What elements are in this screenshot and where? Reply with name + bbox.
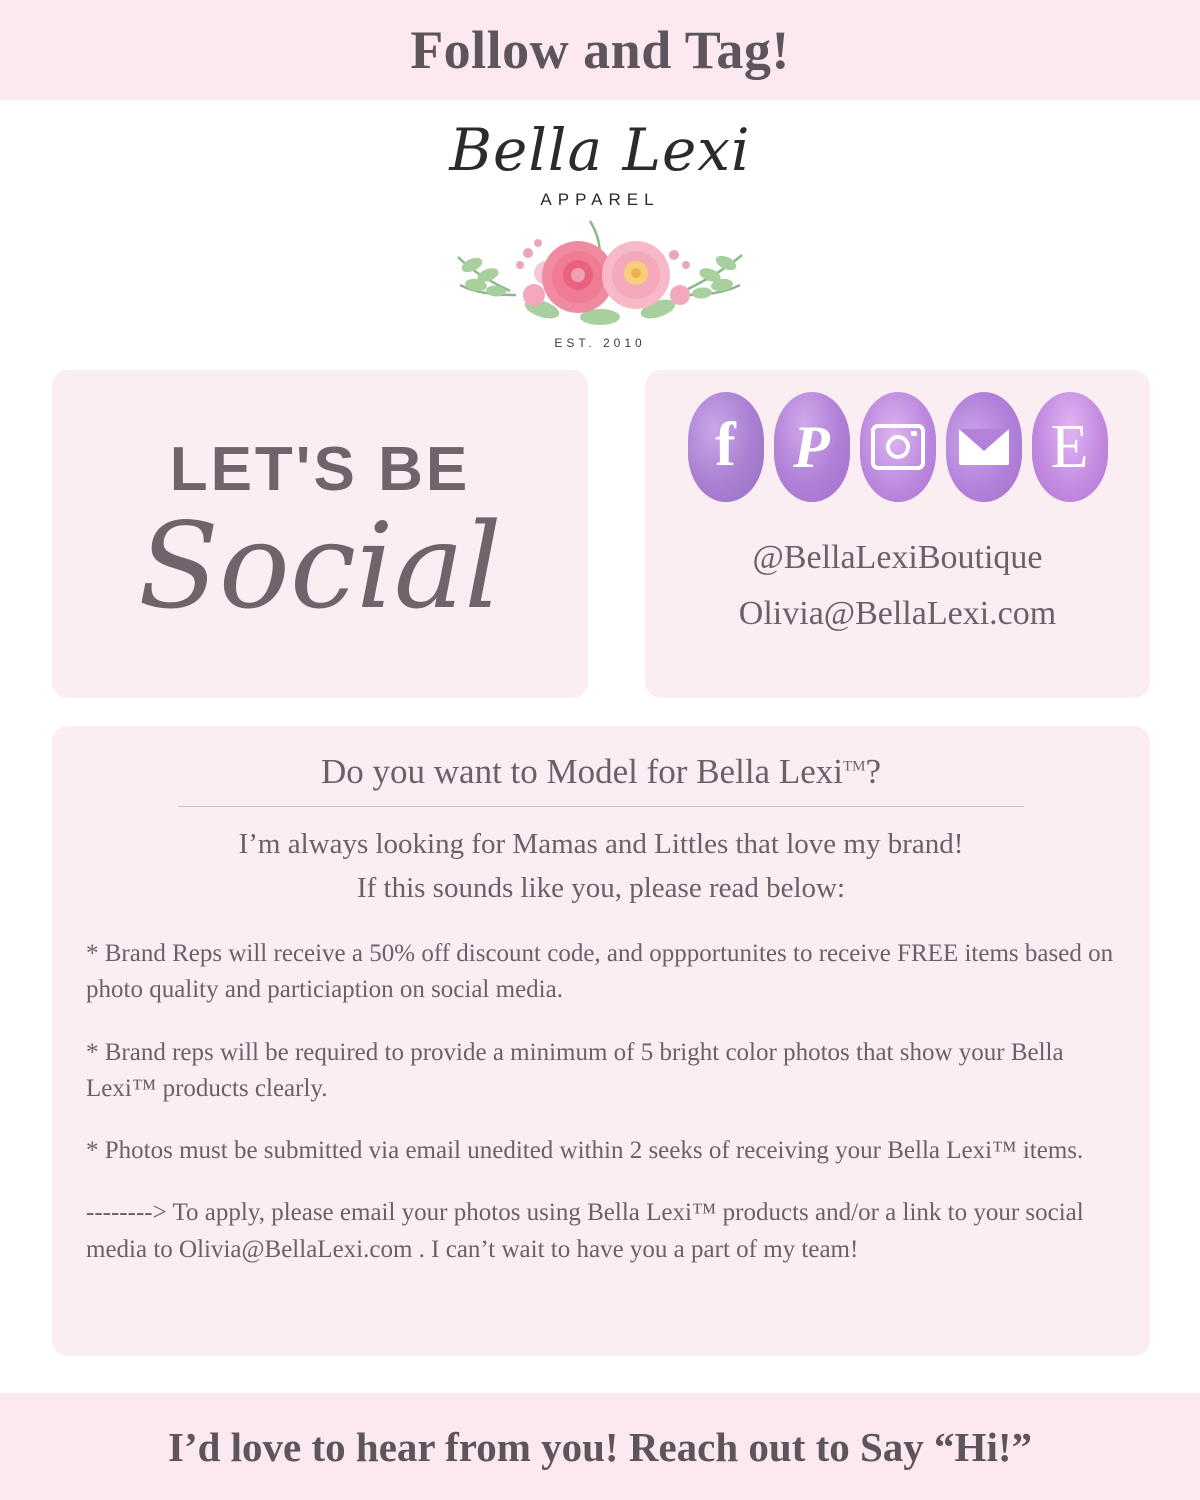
header-banner — [0, 0, 1200, 100]
facebook-icon[interactable] — [688, 392, 764, 502]
brand-logo — [420, 108, 780, 368]
footer-banner — [0, 1393, 1200, 1500]
social-handle[interactable]: @BellaLexiBoutique — [752, 539, 1043, 576]
lets-be-text: LET'S BE — [169, 435, 471, 505]
brand-established: EST. 2010 — [554, 336, 646, 350]
etsy-glyph: E — [1050, 413, 1089, 481]
model-subtitle-1: I’m always looking for Mamas and Littles that love my brand! — [238, 828, 964, 860]
contact-details — [645, 502, 1150, 642]
model-heading-text: Do you want to Model for Bella Lexi — [320, 752, 843, 791]
instagram-camera-glyph — [871, 424, 925, 470]
model-info-card — [52, 726, 1150, 1356]
model-heading-end: ? — [865, 752, 882, 791]
list-item: --------> To apply, please email your photos using Bella Lexi™ products and/or a link to your social media to Olivia@BellaLexi.com . I can’t wait to have you a part of my team! — [86, 1199, 1084, 1263]
social-text: Social — [138, 497, 502, 636]
brand-subtitle: APPAREL — [540, 190, 660, 209]
envelope-glyph — [959, 429, 1009, 465]
pinterest-icon[interactable] — [774, 392, 850, 502]
list-item: * Brand Reps will receive a 50% off discount code, and oppportunites to receive FREE items based on photo quality and particiaption on social media. — [86, 940, 1114, 1004]
etsy-icon[interactable] — [1032, 392, 1108, 502]
list-item: * Brand reps will be required to provide a minimum of 5 bright color photos that show your Bella Lexi™ products clearly. — [86, 1038, 1064, 1102]
model-heading — [86, 752, 1116, 792]
heading-divider — [178, 806, 1024, 807]
contact-card — [645, 370, 1150, 698]
facebook-glyph: f — [715, 411, 736, 479]
footer-message: I’d love to hear from you! Reach out to Say “Hi!” — [168, 1423, 1032, 1470]
model-requirements-list — [86, 936, 1116, 1268]
brand-name: Bella Lexi — [449, 116, 751, 184]
list-item: * Photos must be submitted via email unedited within 2 seeks of receiving your Bella Lexi™ items. — [86, 1137, 1084, 1164]
model-subtitle-2: If this sounds like you, please read below: — [356, 871, 846, 904]
email-icon[interactable] — [946, 392, 1022, 502]
trademark-mark: TM — [842, 758, 866, 775]
floral-bouquet-icon — [450, 213, 750, 333]
contact-email[interactable]: Olivia@BellaLexi.com — [738, 595, 1057, 633]
instagram-icon[interactable] — [860, 392, 936, 502]
lets-be-social-card — [52, 370, 588, 698]
social-icons-row — [645, 370, 1150, 502]
pinterest-glyph: P — [793, 414, 830, 480]
cards-row — [0, 370, 1200, 700]
page-title: Follow and Tag! — [410, 20, 790, 80]
brand-logo-area — [0, 100, 1200, 365]
